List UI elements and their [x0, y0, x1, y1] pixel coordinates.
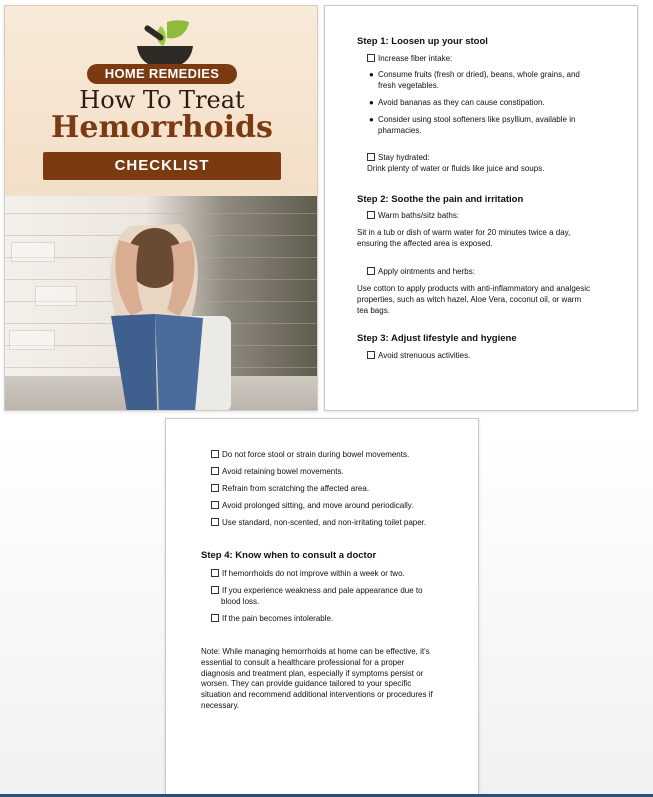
- note-line: essential to consult a healthcare professional for a proper: [201, 657, 405, 667]
- checklist-item-label: If you experience weakness and pale appearance due to: [222, 586, 423, 595]
- checklist-item[interactable]: [211, 614, 333, 625]
- detail-line: Sit in a tub or dish of warm water for 20 minutes twice a day,: [357, 228, 571, 237]
- doctor-note: [201, 647, 433, 712]
- detail-line: properties, such as witch hazel, Aloe Vera, coconut oil, or warm: [357, 294, 582, 304]
- checklist-item-hydrate[interactable]: [367, 153, 544, 175]
- checklist-item-baths[interactable]: [367, 211, 459, 222]
- checkbox[interactable]: [211, 586, 219, 594]
- note-line: worsen. They can provide guidance tailored to your specific: [201, 679, 412, 689]
- step1-heading: Step 1: Loosen up your stool: [357, 36, 488, 47]
- step3-heading: Step 3: Adjust lifestyle and hygiene: [357, 333, 517, 344]
- checklist-item-label: Avoid retaining bowel movements.: [222, 467, 344, 476]
- checklist-item-label: Warm baths/sitz baths:: [378, 211, 460, 220]
- step2-heading: Step 2: Soothe the pain and irritation: [357, 194, 524, 205]
- checklist-item[interactable]: [211, 569, 405, 580]
- step4-heading: Step 4: Know when to consult a doctor: [201, 550, 377, 561]
- checklist-item-label: Avoid prolonged sitting, and move around periodically.: [222, 501, 414, 510]
- checklist-item[interactable]: [211, 518, 426, 529]
- checkbox[interactable]: [211, 467, 219, 475]
- detail-line: tea bags.: [357, 305, 390, 315]
- checkbox[interactable]: [367, 211, 375, 219]
- checklist-item-label: Apply ointments and herbs:: [378, 267, 475, 276]
- checkbox[interactable]: [211, 450, 219, 458]
- checklist-item-strenuous[interactable]: [367, 351, 470, 362]
- checklist-item-label: If hemorrhoids do not improve within a week or two.: [222, 569, 405, 578]
- checklist-item-label: Refrain from scratching the affected area.: [222, 484, 370, 493]
- checklist-item-fiber[interactable]: [367, 54, 452, 65]
- hydrate-detail: Drink plenty of water or fluids like juice and soups.: [367, 163, 545, 173]
- bullet-text-line: Consume fruits (fresh or dried), beans, whole grains, and: [378, 70, 580, 79]
- detail-line: ensuring the affected area is exposed.: [357, 238, 493, 248]
- ointments-detail: [357, 284, 590, 316]
- checkbox[interactable]: [211, 518, 219, 526]
- checklist-page-1: [324, 5, 638, 411]
- checklist-page-2: [165, 418, 479, 797]
- brick: [11, 242, 55, 262]
- note-line: situation and recommend additional interventions or procedures if: [201, 690, 433, 700]
- bullet-icon: ●: [369, 98, 374, 107]
- note-line: diagnosis and treatment plan, especially if symptoms persist or: [201, 668, 424, 678]
- checkbox[interactable]: [211, 501, 219, 509]
- checkbox[interactable]: [367, 153, 375, 161]
- checklist-item[interactable]: [211, 586, 423, 608]
- bullet-item: [378, 98, 545, 109]
- note-line: necessary.: [201, 700, 240, 710]
- brick: [35, 286, 77, 306]
- checklist-item[interactable]: [211, 450, 409, 461]
- bullet-text-line: Consider using stool softeners like psyllium, available in: [378, 115, 576, 124]
- bullet-icon: ●: [369, 115, 374, 124]
- checklist-item[interactable]: [211, 467, 344, 478]
- bullet-icon: ●: [369, 70, 374, 79]
- bullet-text-line: pharmacies.: [378, 125, 422, 135]
- checklist-item-label: Avoid strenuous activities.: [378, 351, 471, 360]
- checklist-banner: CHECKLIST: [43, 152, 281, 180]
- checkbox[interactable]: [367, 351, 375, 359]
- brick: [9, 330, 55, 350]
- bullet-item: [378, 70, 580, 92]
- checkbox[interactable]: [211, 569, 219, 577]
- checklist-item-label: If the pain becomes intolerable.: [222, 614, 334, 623]
- checkbox[interactable]: [367, 267, 375, 275]
- checklist-item[interactable]: [211, 484, 369, 495]
- checklist-item-label: Stay hydrated:: [378, 153, 430, 162]
- checklist-item-label: blood loss.: [221, 596, 260, 606]
- bullet-item: [378, 115, 575, 137]
- checklist-item-label: Increase fiber intake:: [378, 54, 453, 63]
- checklist-item[interactable]: [211, 501, 413, 512]
- baths-detail: [357, 228, 570, 250]
- note-line: Note: While managing hemorrhoids at home can be effective, it's: [201, 647, 430, 656]
- bullet-text-line: Avoid bananas as they can cause constipation.: [378, 98, 545, 107]
- checklist-item-label: Use standard, non-scented, and non-irritating toilet paper.: [222, 518, 427, 527]
- cover-page: [4, 5, 318, 411]
- checkbox[interactable]: [211, 614, 219, 622]
- cover-title-line2: Hemorrhoids: [51, 110, 273, 145]
- detail-line: Use cotton to apply products with anti-inflammatory and analgesic: [357, 284, 591, 293]
- bullet-text-line: fresh vegetables.: [378, 80, 439, 90]
- distressed-person-illustration: [91, 206, 241, 411]
- checkbox[interactable]: [211, 484, 219, 492]
- cover-title-line1: How To Treat: [79, 86, 245, 114]
- checkbox[interactable]: [367, 54, 375, 62]
- home-remedies-badge: HOME REMEDIES: [87, 64, 237, 84]
- checklist-item-label: Do not force stool or strain during bowel movements.: [222, 450, 410, 459]
- checklist-item-ointments[interactable]: [367, 267, 475, 278]
